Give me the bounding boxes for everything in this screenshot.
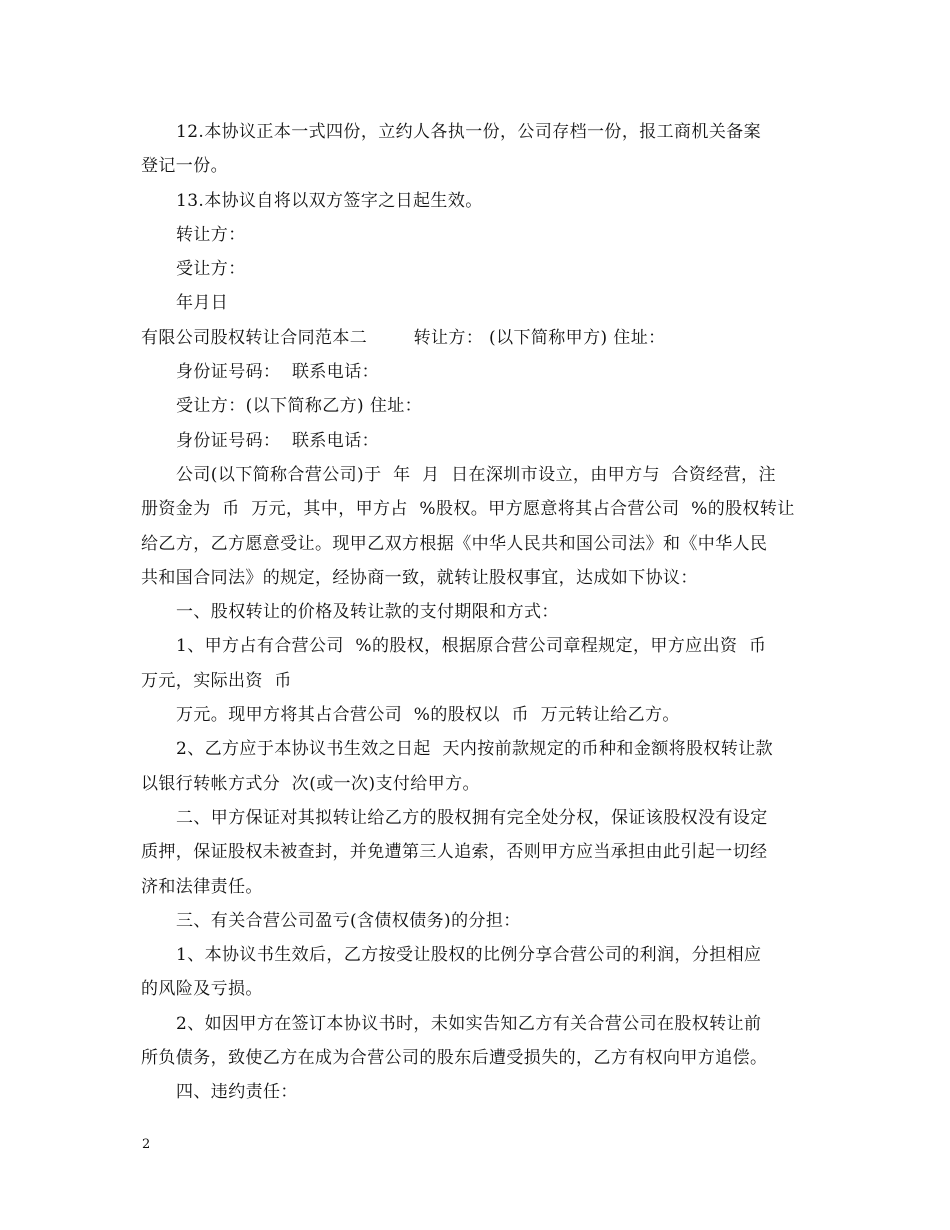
text-line: 的风险及亏损。 xyxy=(141,979,263,1000)
text-line: 万元，实际出资 币 xyxy=(141,670,292,691)
text-line: 所负债务，致使乙方在成为合营公司的股东后遭受损失的，乙方有权向甲方追偿。 xyxy=(141,1048,768,1069)
text-line: 2、如因甲方在签订本协议书时，未如实告知乙方有关合营公司在股权转让前 xyxy=(176,1013,762,1034)
text-line: 二、甲方保证对其拟转让给乙方的股权拥有完全处分权，保证该股权没有设定 xyxy=(176,807,768,828)
text-line: 万元。现甲方将其占合营公司 %的股权以 币 万元转让给乙方。 xyxy=(176,705,680,726)
text-line: 转让方： xyxy=(176,224,246,245)
text-line: 济和法律责任。 xyxy=(141,876,263,897)
text-line: 登记一份。 xyxy=(141,156,228,177)
text-line: 1、本协议书生效后，乙方按受让股权的比例分享合营公司的利润，分担相应 xyxy=(176,945,762,966)
text-line: 年月日 xyxy=(176,293,229,314)
text-line: 册资金为 币 万元，其中，甲方占 %股权。甲方愿意将其占合营公司 %的股权转让 xyxy=(141,499,795,520)
text-line: 2、乙方应于本协议书生效之日起 天内按前款规定的币种和金额将股权转让款 xyxy=(176,739,774,760)
text-line: 身份证号码： 联系电话： xyxy=(176,362,380,383)
text-line: 质押，保证股权未被查封，并免遭第三人追索，否则甲方应当承担由此引起一切经 xyxy=(141,842,768,863)
text-line: 12.本协议正本一式四份，立约人各执一份，公司存档一份，报工商机关备案 xyxy=(176,122,762,142)
text-line: 1、甲方占有合营公司 %的股权，根据原合营公司章程规定，甲方应出资 币 xyxy=(176,636,767,657)
document-body xyxy=(141,115,813,1110)
text-line: 四、违约责任： xyxy=(176,1082,298,1103)
text-line: 受让方：(以下简称乙方) 住址： xyxy=(176,396,423,417)
text-line: 身份证号码： 联系电话： xyxy=(176,430,380,451)
text-line: 一、股权转让的价格及转让款的支付期限和方式： xyxy=(176,602,559,623)
page-number: 2 xyxy=(142,1137,151,1152)
text-line: 以银行转帐方式分 次(或一次)支付给甲方。 xyxy=(141,773,480,794)
text-line: 共和国合同法》的规定，经协商一致，就转让股权事宜，达成如下协议： xyxy=(141,567,698,588)
text-line: 公司(以下简称合营公司)于 年 月 日在深圳市设立，由甲方与 合资经营，注 xyxy=(176,464,776,485)
text-line: 受让方： xyxy=(176,259,246,280)
text-line: 给乙方，乙方愿意受让。现甲乙双方根据《中华人民共和国公司法》和《中华人民 xyxy=(141,533,768,554)
text-line: 13.本协议自将以双方签字之日起生效。 xyxy=(176,190,483,211)
text-line: 有限公司股权转让合同范本二 转让方： (以下简称甲方) 住址： xyxy=(141,327,666,348)
text-line: 三、有关合营公司盈亏(含债权债务)的分担： xyxy=(176,910,521,931)
